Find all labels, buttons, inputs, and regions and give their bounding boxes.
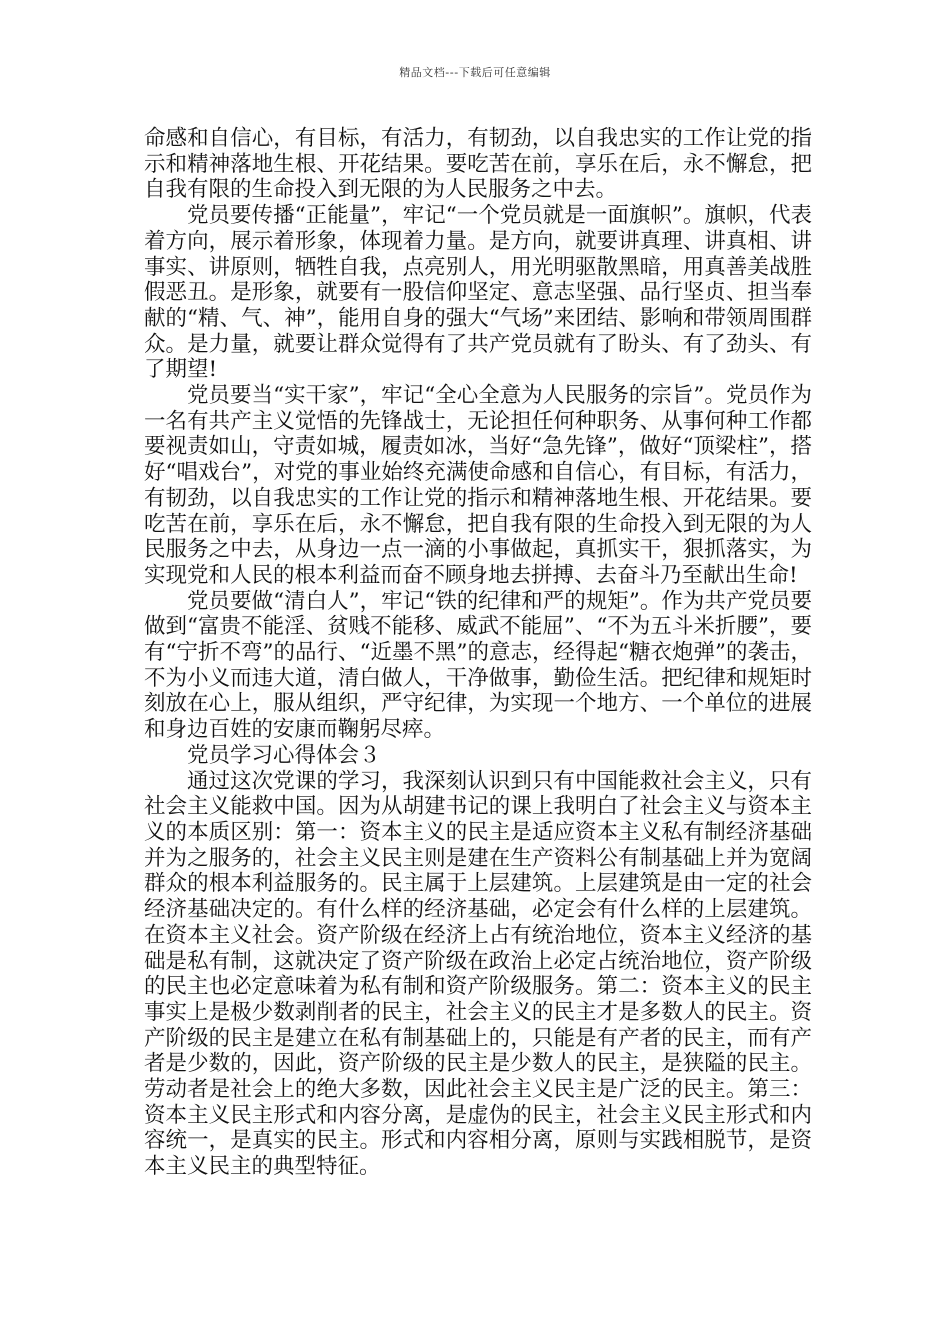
page-header: 精品文档---下载后可任意编辑: [399, 66, 551, 79]
paragraph: 党员要当“实干家”，牢记“全心全意为人民服务的宗旨”。党员作为一名有共产主义觉悟的先锋战士，无论担任何种职务、从事何种工作都要视责如山，守责如城，履责如冰，当好“急先锋”，做好“顶梁柱”，搭好“唱戏台”，对党的事业始终充满使命感和自信心，有目标，有活力，有韧劲，以自我忠实的工作让党的指示和精神落地生根、开花结果。要吃苦在前，享乐在后，永不懈怠，把自我有限的生命投入到无限的为人民服务之中去，从身边一点一滴的小事做起，真抓实干，狠抓落实，为实现党和人民的根本利益而奋不顾身地去拼搏、去奋斗乃至献出生命!: [144, 383, 812, 588]
paragraph: 党员要做“清白人”，牢记“铁的纪律和严的规矩”。作为共产党员要做到“富贵不能淫、贫贱不能移、威武不能屈”、“不为五斗米折腰”，要有“宁折不弯”的品行、“近墨不黑”的意志，经得起“糖衣炮弹”的袭击，不为小义而违大道，清白做人，干净做事，勤俭生活。把纪律和规矩时刻放在心上，服从组织，严守纪律，为实现一个地方、一个单位的进展和身边百姓的安康而鞠躬尽瘁。: [144, 588, 812, 743]
section-heading: 党员学习心得体会３: [187, 742, 381, 768]
paragraph: 命感和自信心，有目标，有活力，有韧劲，以自我忠实的工作让党的指示和精神落地生根、开花结果。要吃苦在前，享乐在后，永不懈怠，把自我有限的生命投入到无限的为人民服务之中去。: [144, 126, 812, 203]
document-body: [144, 126, 812, 1180]
paragraph: 通过这次党课的学习，我深刻认识到只有中国能救社会主义，只有社会主义能救中国。因为从胡建书记的课上我明白了社会主义与资本主义的本质区别：第一：资本主义的民主是适应资本主义私有制经济基础并为之服务的，社会主义民主则是建在生产资料公有制基础上并为宽阔群众的根本利益服务的。民主属于上层建筑。上层建筑是由一定的社会经济基础决定的。有什么样的经济基础，必定会有什么样的上层建筑。在资本主义社会。资产阶级在经济上占有统治地位，资本主义经济的基础是私有制，这就决定了资产阶级在政治上必定占统治地位，资产阶级的民主也必定意味着为私有制和资产阶级服务。第二：资本主义的民主事实上是极少数剥削者的民主，社会主义的民主才是多数人的民主。资产阶级的民主是建立在私有制基础上的，只能是有产者的民主，而有产者是少数的，因此，资产阶级的民主是少数人的民主，是狭隘的民主。劳动者是社会上的绝大多数，因此社会主义民主是广泛的民主。第三：资本主义民主形式和内容分离，是虚伪的民主，社会主义民主形式和内容统一，是真实的民主。形式和内容相分离，原则与实践相脱节，是资本主义民主的典型特征。: [144, 768, 812, 1180]
paragraph: 党员要传播“正能量”，牢记“一个党员就是一面旗帜”。旗帜，代表着方向，展示着形象，体现着力量。是方向，就要讲真理、讲真相、讲事实、讲原则，牺牲自我，点亮别人，用光明驱散黑暗，用真善美战胜假恶丑。是形象，就要有一股信仰坚定、意志坚强、品行坚贞、担当奉献的“精、气、神”，能用自身的强大“气场”来团结、影响和带领周围群众。是力量，就要让群众觉得有了共产党员就有了盼头、有了劲头、有了期望!: [144, 203, 812, 383]
